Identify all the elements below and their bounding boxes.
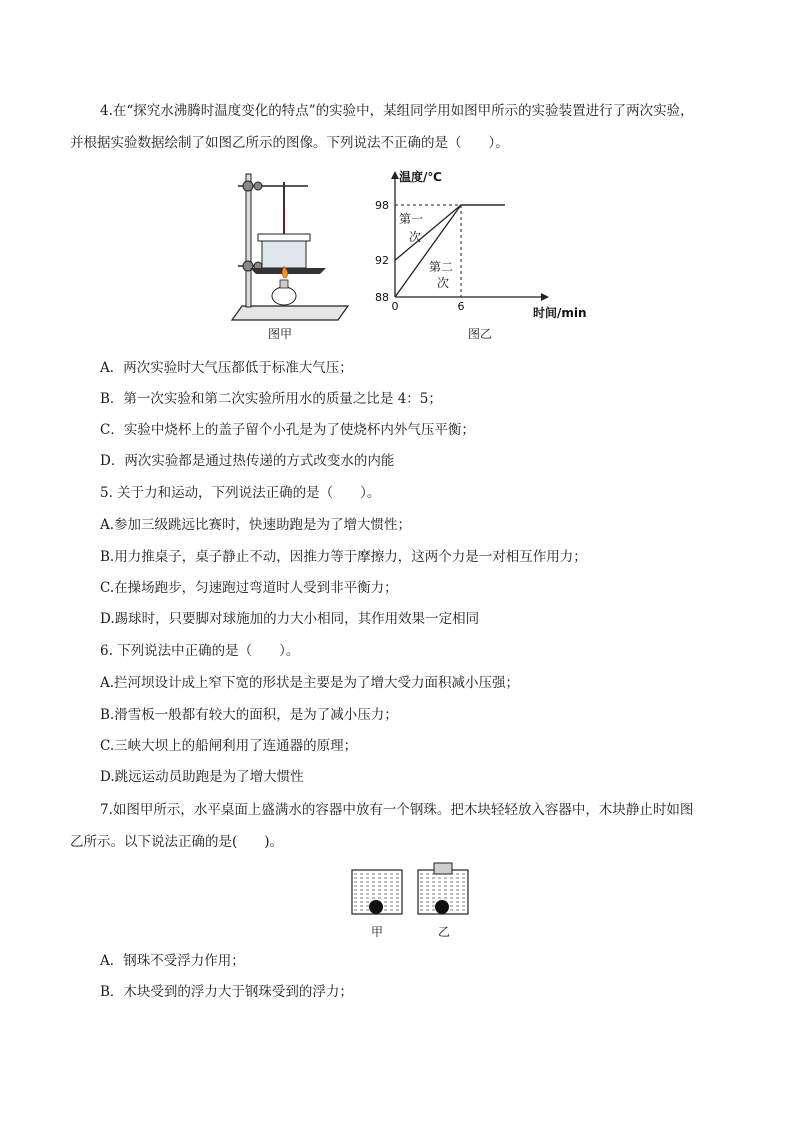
- q5-stem: 5. 关于力和运动，下列说法正确的是（ ）。: [100, 485, 381, 501]
- q6-option-a: A.拦河坝设计成上窄下宽的形状是主要是为了增大受力面积减小压强；: [100, 675, 520, 691]
- y-tick-label: 98: [375, 199, 389, 212]
- x-tick-label: 0: [391, 300, 399, 313]
- figure-yi-chart: [365, 165, 605, 325]
- x-axis-label: 时间/min: [533, 306, 587, 320]
- q7-option-b: B．木块受到的浮力大于钢珠受到的浮力；: [100, 984, 353, 1000]
- q5-option-b: B.用力推桌子，桌子静止不动，因推力等于摩擦力，这两个力是一对相互作用力；: [100, 549, 587, 565]
- q7-option-a: A．钢珠不受浮力作用；: [100, 953, 245, 969]
- container-label-yi: 乙: [438, 925, 451, 939]
- y-axis-arrow: [391, 171, 399, 179]
- series-label-2: 次: [437, 276, 450, 290]
- container-yi: [418, 863, 468, 914]
- q4-option-b: B．第一次实验和第二次实验所用水的质量之比是 4：5；: [100, 391, 442, 407]
- y-tick-label: 88: [375, 291, 389, 304]
- q5-option-a: A.参加三级跳远比赛时，快速助跑是为了增大惯性；: [100, 517, 412, 533]
- q4-option-a: A．两次实验时大气压都低于标准大气压；: [100, 360, 353, 376]
- figure-yi-caption: 图乙: [468, 327, 493, 341]
- figure-containers: [348, 860, 478, 920]
- q6-option-c: C.三峡大坝上的船闸利用了连通器的原理；: [100, 738, 358, 754]
- q6-option-b: B.滑雪板一般都有较大的面积，是为了减小压力；: [100, 707, 398, 723]
- q6-option-d: D.跳远运动员助跑是为了增大惯性: [100, 769, 304, 785]
- figure-jia-apparatus: [228, 168, 354, 344]
- q4-option-c: C．实验中烧杯上的盖子留个小孔是为了使烧杯内外气压平衡；: [100, 422, 475, 438]
- series-label-1: 次: [409, 230, 422, 244]
- q6-stem: 6. 下列说法中正确的是（ ）。: [100, 643, 300, 659]
- x-axis-arrow: [541, 293, 549, 301]
- q7-stem-line2: 乙所示。以下说法正确的是( )。: [70, 834, 284, 850]
- series-label-1: 第一: [399, 212, 424, 226]
- container-label-jia: 甲: [371, 925, 384, 939]
- q4-option-d: D．两次实验都是通过热传递的方式改变水的内能: [100, 453, 395, 469]
- q4-stem-line1: 4.在“探究水沸腾时温度变化的特点”的实验中，某组同学用如图甲所示的实验装置进行了两次实验，: [100, 103, 694, 119]
- q5-option-c: C.在操场跑步，匀速跑过弯道时人受到非平衡力；: [100, 580, 398, 596]
- series-label-2: 第二: [429, 260, 454, 274]
- container-jia: [352, 870, 402, 914]
- q4-stem-line2: 并根据实验数据绘制了如图乙所示的图像。下列说法不正确的是（ ）。: [70, 135, 509, 151]
- x-tick-label: 6: [457, 300, 465, 313]
- figure-jia-caption: 图甲: [268, 327, 293, 341]
- q5-option-d: D.踢球时，只要脚对球施加的力大小相同，其作用效果一定相同: [100, 611, 480, 627]
- y-axis-label: 温度/℃: [399, 170, 442, 184]
- q7-stem-line1: 7.如图甲所示，水平桌面上盛满水的容器中放有一个钢珠。把木块轻轻放入容器中，木块静止时如图: [100, 802, 694, 818]
- y-tick-label: 92: [375, 254, 389, 268]
